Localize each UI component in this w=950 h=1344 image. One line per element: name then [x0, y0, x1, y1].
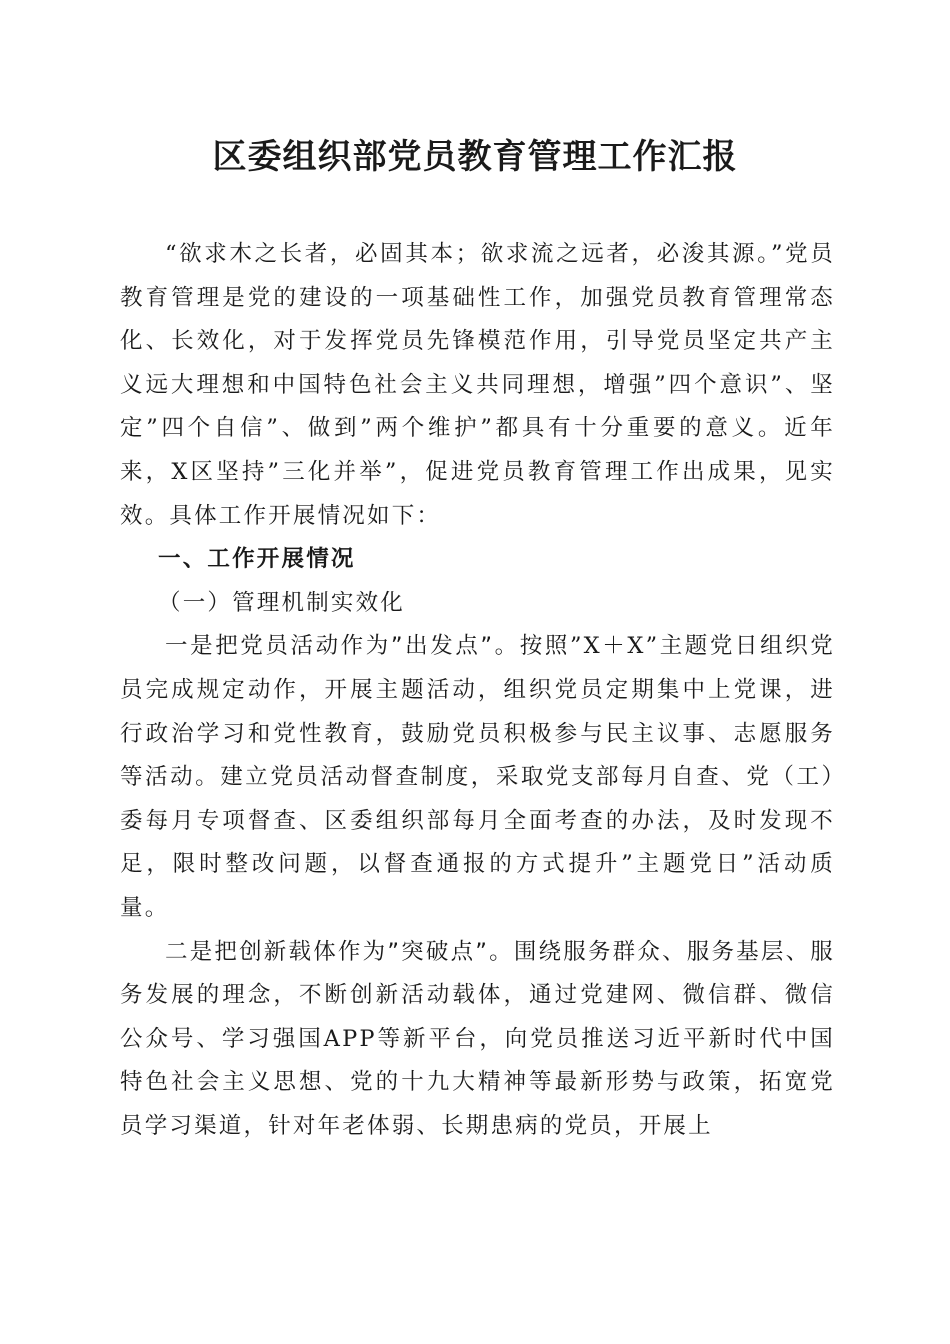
document-body: [120, 233, 835, 1148]
paragraph-2-lead: 二是把创新载体作为”突破点”。: [165, 938, 514, 965]
subsection-heading-1: （一）管理机制实效化: [158, 589, 406, 616]
paragraph-2: [120, 931, 835, 1149]
paragraph-1-body: 按照”X＋X”主题党日组织党员完成规定动作，开展主题活动，组织党员定期集中上党课，进行政治学习和党性教育，鼓励党员积极参与民主议事、志愿服务等活动。建立党员活动督查制度，采取党支部每月自查、党（工）委每月专项督查、区委组织部每月全面考查的办法，及时发现不足，限时整改问题，以督查通报的方式提升”主题党日”活动质量。: [120, 633, 835, 921]
paragraph-1-lead: 一是把党员活动作为”出发点”。: [165, 633, 520, 660]
intro-paragraph: “欲求木之长者，必固其本；欲求流之远者，必浚其源。”党员教育管理是党的建设的一项基础性工作，加强党员教育管理常态化、长效化，对于发挥党员先锋模范作用，引导党员坚定共产主义远大理想和中国特色社会主义共同理想，增强”四个意识”、坚定”四个自信”、做到”两个维护”都具有十分重要的意义。近年来，X区坚持”三化并举”，促进党员教育管理工作出成果，见实效。具体工作开展情况如下：: [120, 241, 835, 529]
section-heading-1: 一、工作开展情况: [158, 546, 356, 573]
document-title: 区委组织部党员教育管理工作汇报: [212, 137, 738, 177]
paragraph-1: [120, 625, 835, 930]
paragraph-2-body: 围绕服务群众、服务基层、服务发展的理念，不断创新活动载体，通过党建网、微信群、微信公众号、学习强国APP等新平台，向党员推送习近平新时代中国特色社会主义思想、党的十九大精神等最新形势与政策，拓宽党员学习渠道，针对年老体弱、长期患病的党员，开展上: [120, 938, 835, 1139]
